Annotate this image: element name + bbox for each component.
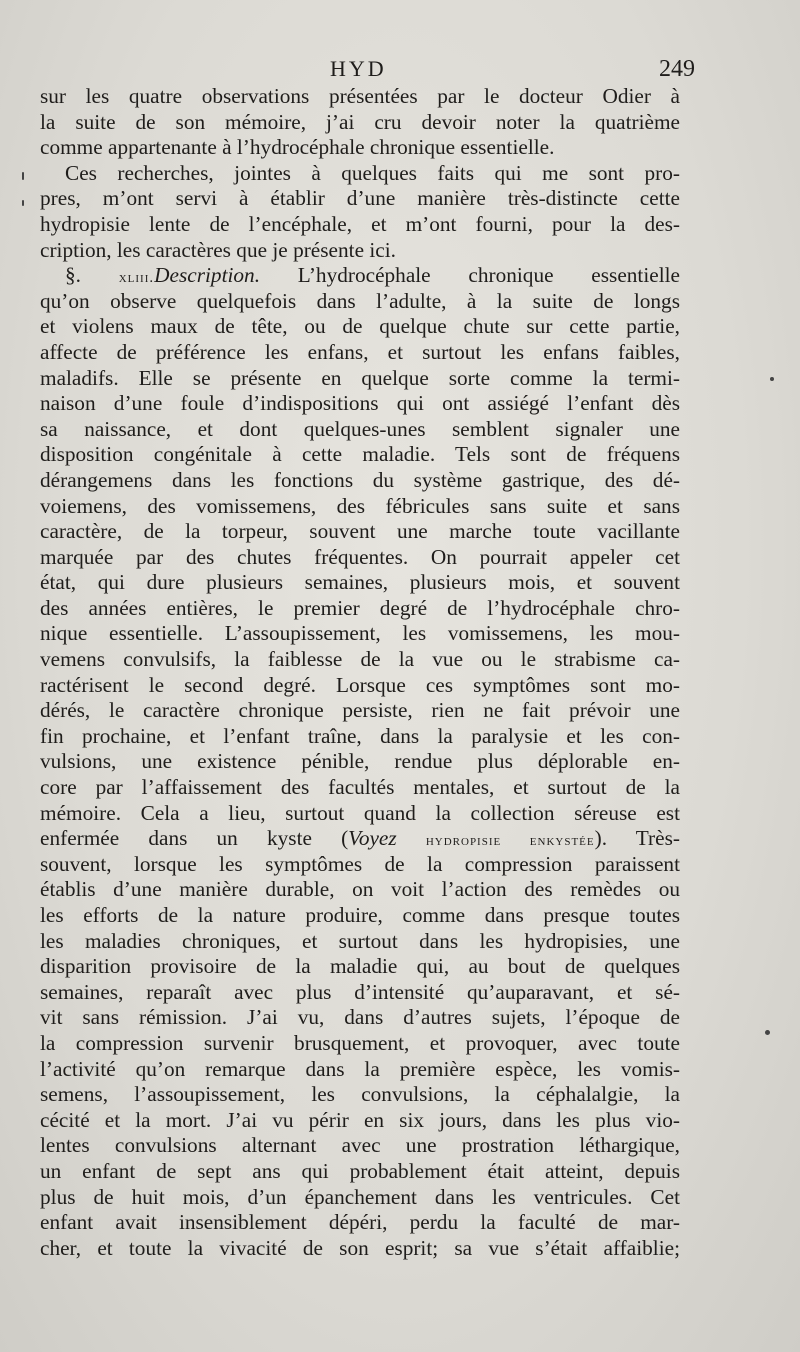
text-line: qu’on observe quelquefois dans l’adulte, à la suite de longs: [40, 288, 680, 313]
text-line: L’hydrocéphale chronique essentielle: [297, 263, 680, 288]
text-line: naison d’une foule d’indispositions qui ont assiégé l’enfant dès: [40, 391, 680, 416]
paper-speck: [22, 172, 24, 180]
text-line: vemens convulsifs, la faiblesse de la vue ou le strabisme ca-: [40, 647, 680, 672]
text-line: vulsions, une existence pénible, rendue plus déplorable en-: [40, 749, 680, 774]
text-line: ractérisent le second degré. Lorsque ces symptômes sont mo-: [40, 672, 680, 697]
text-line: pres, m’ont servi à établir d’une manière très-distincte cette: [40, 186, 680, 211]
running-head: HYD: [330, 56, 387, 81]
text-line: les maladies chroniques, et surtout dans les hydropisies, une: [40, 928, 680, 953]
text-line: établis d’une manière durable, on voit l’action des remèdes ou: [40, 877, 680, 902]
section-title: Description.: [154, 263, 261, 288]
text-line: nique essentielle. L’assoupissement, les vomissemens, les mou-: [40, 621, 680, 646]
text-line: la compression survenir brusquement, et provoquer, avec toute: [40, 1030, 680, 1055]
crossref-voyez: Voyez: [348, 826, 397, 851]
section-number: xliii.: [118, 270, 155, 287]
text-line: cription, les caractères que je présente ici.: [40, 237, 396, 262]
text-line: maladifs. Elle se présente en quelque sorte comme la termi-: [40, 365, 680, 390]
text-line: cher, et toute la vivacité de son esprit; sa vue s’était affaiblie;: [40, 1235, 680, 1260]
text-line: dérés, le caractère chronique persiste, rien ne fait prévoir une: [40, 698, 680, 723]
text-line: lentes convulsions alternant avec une prostration léthargique,: [40, 1133, 680, 1158]
text-line: marquée par des chutes fréquentes. On pourrait appeler cet: [40, 544, 680, 569]
text-line: et violens maux de tête, ou de quelque chute sur cette partie,: [40, 314, 680, 339]
text-line: un enfant de sept ans qui probablement était atteint, depuis: [40, 1158, 680, 1183]
text-line: ). Très-: [594, 826, 680, 851]
text-line: plus de huit mois, d’un épanchement dans les ventricules. Cet: [40, 1184, 680, 1209]
page-number: 249: [659, 56, 695, 82]
text-line: dérangemens dans les fonctions du système gastrique, des dé-: [40, 467, 680, 492]
text-line: semens, l’assoupissement, les convulsions, la céphalalgie, la: [40, 1082, 680, 1107]
crossref-line: [40, 826, 680, 852]
text-line: caractère, de la torpeur, souvent une marche toute vacillante: [40, 519, 680, 544]
text-line: état, qui dure plusieurs semaines, plusieurs mois, et souvent: [40, 570, 680, 595]
text-line: Ces recherches, jointes à quelques faits qui me sont pro-: [65, 160, 680, 185]
paper-speck: [22, 200, 24, 206]
text-line: cécité et la mort. J’ai vu périr en six jours, dans les plus vio-: [40, 1107, 680, 1132]
text-line: affecte de préférence les enfans, et surtout les enfans faibles,: [40, 339, 680, 364]
text-line: sur les quatre observations présentées par le docteur Odier à: [40, 84, 680, 108]
text-line: vit sans rémission. J’ai vu, dans d’autres sujets, l’époque de: [40, 1005, 680, 1030]
text-line: voiemens, des vomissemens, des fébricules sans suite et sans: [40, 493, 680, 518]
page-header: [40, 56, 695, 86]
paper-speck: [770, 377, 774, 381]
text-line: hydropisie lente de l’encéphale, et m’ont fourni, pour la des-: [40, 211, 680, 236]
text-line: les efforts de la nature produire, comme dans presque toutes: [40, 903, 680, 927]
text-line: mémoire. Cela a lieu, surtout quand la collection séreuse est: [40, 800, 680, 825]
text-line: des années entières, le premier degré de l’hydrocéphale chro-: [40, 595, 680, 620]
text-line: enfermée dans un kyste (: [40, 826, 349, 851]
text-line: comme appartenante à l’hydrocéphale chronique essentielle.: [40, 135, 555, 160]
text-line: fin prochaine, et l’enfant traîne, dans la paralysie et les con-: [40, 723, 680, 748]
text-line: enfant avait insensiblement dépéri, perdu la faculté de mar-: [40, 1210, 680, 1235]
crossref-target: hydropisie enkystée: [425, 833, 595, 850]
section-sign: §.: [65, 263, 81, 288]
text-line: semaines, reparaît avec plus d’intensité qu’auparavant, et sé-: [40, 979, 680, 1004]
paper-speck: [765, 1030, 770, 1035]
text-line: disparition provisoire de la maladie qui, au bout de quelques: [40, 954, 680, 979]
text-line: core par l’affaissement des facultés mentales, et surtout de la: [40, 775, 680, 800]
text-line: la suite de son mémoire, j’ai cru devoir noter la quatrième: [40, 109, 680, 134]
text-line: l’activité qu’on remarque dans la première espèce, les vomis-: [40, 1056, 680, 1081]
body-text: [40, 84, 680, 1261]
text-line: sa naissance, et dont quelques-unes semblent signaler une: [40, 416, 680, 441]
text-line: disposition congénitale à cette maladie. Tels sont de fréquens: [40, 442, 680, 467]
text-line: souvent, lorsque les symptômes de la compression paraissent: [40, 851, 680, 876]
section-heading-line: [40, 263, 680, 289]
